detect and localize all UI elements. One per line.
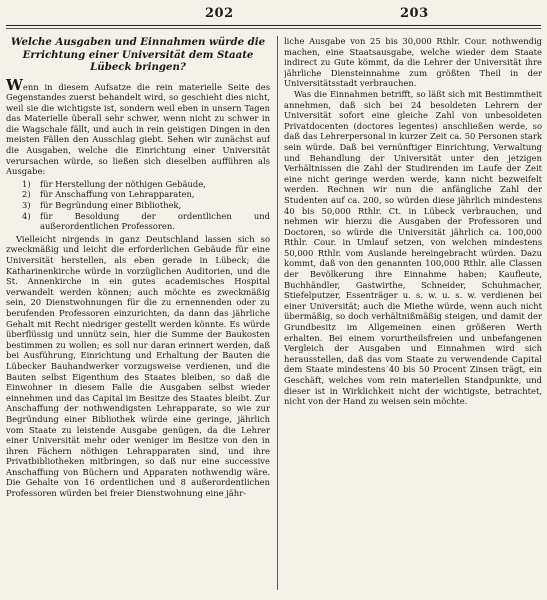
list-item: 1) für Herstellung der nöthigen Gebäude, [22, 178, 206, 189]
list-item: 2) für Anschaffung von Lehrapparaten, [22, 189, 195, 200]
article-title: Welche Ausgaben und Einnahmen würde die Errichtung einer Universität dem Staate Lübeck bringen? [10, 36, 266, 73]
left-column [6, 36, 270, 592]
page-number-right: 203 [400, 6, 429, 21]
expense-list [22, 179, 270, 232]
right-column [284, 36, 542, 592]
buildings-paragraph: Vielleicht nirgends in ganz Deutschland lassen sich so zweckmäßig und leicht die erforderlichen Gebäude für eine Universität herstellen, als eben gerade in Lübeck; die Katharinenkirche würde in vorzüglichen Auditorien, und die St. Annenkirche in ein gutes academisches Hospital verwandelt werden können; auch möchte es zweckmäßig sein, 20 Dienstwohnungen für die zu ernennenden oder zu berufenden Professoren einzurichten, da dann das jährliche Gehalt mit Recht niedriger gestellt werden könnte. Es würde überflüssig und unnütz sein, hier die Summe der Baukosten bestimmen zu wollen; es soll nur daran erinnert werden, daß bei Ausführung, Einrichtung und Erhaltung der Bauten die Lübecker Bauhandwerker vorzugsweise verdienen, und die Bauten selbst Eigenthum des Staates bleiben, so daß die Einwohner in diesem Falle die Ausgaben selbst wieder einnehmen und das Capital im Besitze des Staates bleibt. Zur Anschaffung der nothwendigsten Lehrapparate, so wie zur Begründung einer Bibliothek würde eine geringe, jährlich vom Staate zu leistende Ausgabe genügen, da die Lehrer einer Universität mehr oder weniger im Besitze von den in ihren Fächern nöthigen Lehrapparaten sind, und ihre Privatbibliotheken mitbringen, so daß nur eine successive Anschaffung von Büchern und Apparaten nothwendig wäre. Die Gehalte von 16 ordentlichen und 8 außerordentlichen Professoren würden bei freier Dienstwohnung eine jähr- [6, 233, 270, 499]
income-paragraph: Was die Einnahmen betrifft, so läßt sich mit Bestimmtheit annehmen, daß sich bei 24 besoldeten Lehrern der Universität sofort eine gleiche Zahl von unbesoldeten Privatdocenten (doctores legentes) anschließen werde, so daß das Lehrerpersonal in kurzer Zeit ca. 50 Personen stark sein würde. Daß bei vernünftiger Einrichtung, Verwaltung und Behandlung der Universität unter den jetzigen Verhältnissen die Zahl der Studirenden im Laufe der Zeit eine nicht geringe werden werde, kann nicht bezweifelt werden. Rechnen wir nun die anfängliche Zahl der Studenten auf ca. 200, so würden diese jährlich mindestens 40 bis 50,000 Rthlr. Ct. in Lübeck verbrauchen, und nehmen wir hierzu die Ausgaben der Professoren und Doctoren, so würde die Universität jährlich ca. 100,000 Rthlr. Cour. in Umlauf setzen, von welchen mindestens 50,000 Rthlr. vom Auslande hereingebracht würden. Dazu kommt, daß von den genannten 100,000 Rthlr. alle Classen der Bevölkerung ihre Einnahme haben; Kaufleute, Buchhändler, Gastwirthe, Schneider, Schuhmacher, Stiefelputzer, Essenträger u. s. w. u. s. w. verdienen bei einer Universität; auch die Miethe würde, wenn auch nicht übermäßig, so doch verhältnißmäßig steigen, und damit der Grundbesitz im Allgemeinen einen größeren Werth erhalten. Bei einem vorurtheilsfreien und unbefangenen Vergleich der Ausgaben und Einnahmen wird sich herausstellen, daß das vom Staate zu verwendende Capital dem Staate mindestens 40 bis 50 Procent Zinsen trägt, ein Geschäft, welches vom rein materiellen Standpunkte, und dieser ist in Wirklichkeit nicht der wichtigste, betrachtet, nicht von der Hand zu weisen sein möchte. [284, 88, 542, 407]
list-item: 4) für Besoldung der ordentlichen und außerordentlichen Professoren. [22, 210, 270, 232]
column-divider [277, 36, 278, 590]
list-item: 3) für Begründung einer Bibliothek, [22, 200, 182, 211]
intro-text: enn in diesem Aufsatze die rein materielle Seite des Gegenstandes zuerst behandelt wird, so geschieht dies nicht, weil sie die wichtigste ist, sondern weil eben in unsern Tagen das Materielle überall sehr schwer, wenn nicht zu schwer in die Wagschale fällt, und auch in rein geistigen Dingen in den meisten Fällen den Ausschlag giebt. Sehen wir zunächst auf die Ausgaben, welche die Einrichtung einer Universität verursachen würde, so ließen sich dieselben aufführen als Ausgabe: [6, 81, 270, 177]
header-rule-thin [6, 28, 541, 29]
intro-paragraph [6, 75, 270, 177]
drop-cap: W [6, 75, 23, 94]
continued-paragraph: liche Ausgabe von 25 bis 30,000 Rthlr. Cour. nothwendig machen, eine Staatsausgabe, welche wieder dem Staate indirect zu Gute kömmt, da die Lehrer der Universität ihre jährliche Diensteinnahme zum größten Theil in der Universitätsstadt verbrauchen. [284, 36, 542, 89]
page-number-left: 202 [205, 6, 234, 21]
header-rule [6, 25, 541, 26]
